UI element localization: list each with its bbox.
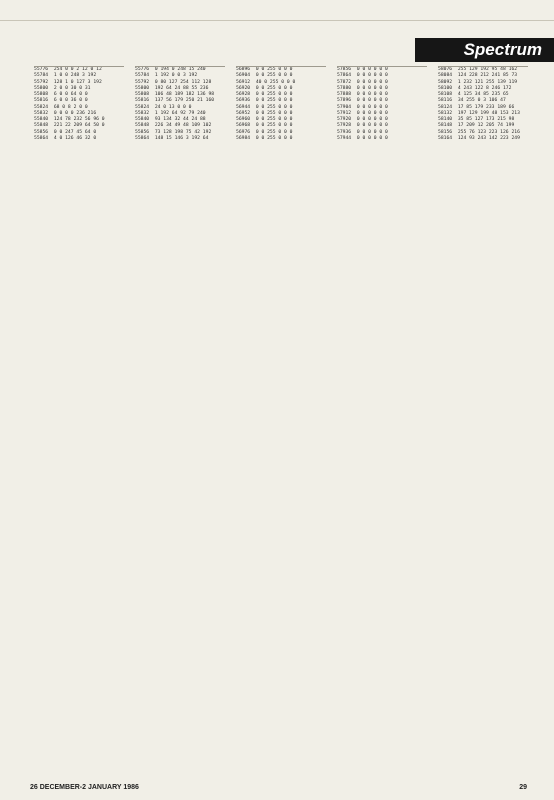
line-bytes: 93 134 32 44 24 88 — [152, 117, 206, 122]
listing-column-2 — [135, 66, 225, 780]
line-bytes: 0 0 255 0 0 0 — [253, 135, 293, 141]
line-address: 58132 — [438, 110, 453, 116]
line-bytes: 192 64 24 88 55 236 — [152, 85, 209, 91]
top-rule — [0, 20, 554, 21]
line-bytes: 4 125 34 85 235 65 — [455, 92, 509, 97]
line-bytes: 0 0 255 0 0 0 — [253, 129, 293, 135]
line-bytes: 148 15 146 3 192 64 — [152, 135, 209, 141]
line-bytes: 124 228 212 241 85 73 — [455, 73, 518, 79]
line-bytes: 0 0 255 0 0 0 — [253, 110, 293, 116]
line-bytes: 255 129 192 95 48 162 — [455, 67, 518, 72]
line-address: 55800 — [34, 85, 49, 91]
line-address: 56984 — [236, 135, 251, 141]
line-bytes: 40 0 255 0 0 0 — [253, 79, 296, 85]
line-bytes: 124 78 232 56 96 0 — [51, 117, 105, 122]
line-address: 56936 — [236, 98, 251, 104]
line-bytes: 73 128 198 75 42 192 — [152, 129, 212, 135]
line-bytes: 4 0 126 46 32 0 — [51, 135, 97, 141]
line-address: 57864 — [337, 73, 352, 79]
line-address: 56976 — [236, 129, 251, 135]
line-address: 56944 — [236, 104, 251, 110]
line-address: 55840 — [34, 117, 49, 122]
line-address: 55816 — [34, 98, 49, 104]
issue-date: 26 DECEMBER-2 JANUARY 1986 — [30, 784, 139, 791]
line-bytes: 34 255 0 3 106 47 — [455, 98, 506, 104]
listing-column-5 — [438, 66, 528, 780]
line-address: 56896 — [236, 67, 251, 72]
line-bytes: 1 192 0 0 3 192 — [152, 73, 198, 79]
line-address: 55824 — [135, 104, 150, 110]
line-address: 55864 — [135, 135, 150, 141]
line-address: 56920 — [236, 85, 251, 91]
line-address: 55848 — [34, 123, 49, 129]
line-bytes: 0 0 255 0 0 0 — [253, 98, 293, 104]
line-bytes: 255 76 123 223 126 216 — [455, 129, 520, 135]
line-address: 55856 — [34, 129, 49, 135]
line-address: 55816 — [135, 98, 150, 104]
line-address: 57856 — [337, 67, 352, 72]
line-bytes: 0 80 127 254 112 128 — [152, 79, 212, 85]
line-bytes: 17 85 179 233 189 66 — [455, 104, 515, 110]
line-address: 57936 — [337, 129, 352, 135]
line-address: 55824 — [34, 104, 49, 110]
line-address: 56960 — [236, 117, 251, 122]
line-address: 57928 — [337, 123, 352, 129]
line-bytes: 4 243 122 8 246 172 — [455, 85, 512, 91]
line-address: 57944 — [337, 135, 352, 141]
line-address: 55808 — [135, 92, 150, 97]
line-address: 56904 — [236, 73, 251, 79]
line-address: 55848 — [135, 123, 150, 129]
line-bytes: 0 0 0 0 0 0 — [354, 67, 388, 72]
line-address: 58116 — [438, 98, 453, 104]
line-bytes: 0 0 255 0 0 0 — [253, 123, 293, 129]
line-bytes: 0 0 255 0 0 0 — [253, 104, 293, 110]
line-bytes: 128 1 0 127 3 192 — [51, 79, 102, 85]
listing-line — [438, 136, 528, 142]
line-bytes: 0 194 0 248 15 240 — [152, 67, 206, 72]
line-address: 55776 — [135, 67, 150, 72]
line-address: 55832 — [135, 110, 150, 116]
line-bytes: 0 0 0 0 0 0 — [354, 79, 388, 85]
line-address: 55864 — [34, 135, 49, 141]
line-address: 58100 — [438, 85, 453, 91]
line-bytes: 226 34 49 48 109 102 — [152, 123, 212, 129]
line-bytes: 0 0 0 0 0 0 — [354, 129, 388, 135]
line-address: 57888 — [337, 92, 352, 97]
line-address: 55856 — [135, 129, 150, 135]
line-address: 56912 — [236, 79, 251, 85]
line-address: 55840 — [135, 117, 150, 122]
line-bytes: 137 56 179 250 21 160 — [152, 98, 215, 104]
line-address: 58124 — [438, 104, 453, 110]
line-address: 57912 — [337, 110, 352, 116]
line-bytes: 0 0 0 0 0 0 — [354, 73, 388, 79]
line-address: 58108 — [438, 92, 453, 97]
line-bytes: 0 0 0 0 0 0 — [354, 85, 388, 91]
line-bytes: 0 0 247 45 64 0 — [51, 129, 97, 135]
line-bytes: 6 0 0 64 0 0 — [51, 92, 88, 97]
line-address: 56968 — [236, 123, 251, 129]
line-address: 55776 — [34, 67, 49, 72]
line-bytes: 106 48 189 182 136 98 — [152, 92, 215, 97]
listing-line — [135, 136, 225, 142]
line-address: 57904 — [337, 104, 352, 110]
line-bytes: 1 192 64 92 79 240 — [152, 110, 206, 116]
line-bytes: 0 0 0 0 0 0 — [354, 92, 388, 97]
line-address: 55808 — [34, 92, 49, 97]
line-address: 58084 — [438, 73, 453, 79]
line-bytes: 0 0 0 0 0 0 — [354, 123, 388, 129]
page-number: 29 — [519, 784, 527, 791]
listing-line — [337, 136, 427, 142]
line-bytes: 254 0 0 2 12 0 12 — [51, 67, 102, 72]
line-address: 55784 — [34, 73, 49, 79]
line-bytes: 0 0 0 0 0 0 — [354, 117, 388, 122]
line-bytes: 0 0 0 0 0 0 — [354, 135, 388, 141]
line-bytes: 2 0 0 30 0 31 — [51, 85, 91, 91]
line-address: 57896 — [337, 98, 352, 104]
listing-line — [236, 136, 326, 142]
line-bytes: 68 0 8 2 0 0 — [51, 104, 88, 110]
line-address: 58156 — [438, 129, 453, 135]
line-bytes: 0 0 255 0 0 0 — [253, 92, 293, 97]
line-address: 56928 — [236, 92, 251, 97]
line-bytes: 0 0 0 0 0 0 — [354, 104, 388, 110]
line-address: 55792 — [34, 79, 49, 85]
line-address: 55784 — [135, 73, 150, 79]
line-bytes: 35 85 127 173 215 98 — [455, 117, 515, 122]
line-address: 55800 — [135, 85, 150, 91]
line-address: 57880 — [337, 85, 352, 91]
line-address: 55832 — [34, 110, 49, 116]
line-bytes: 0 0 0 0 236 216 — [51, 110, 97, 116]
line-address: 58164 — [438, 135, 453, 141]
line-address: 58140 — [438, 117, 453, 122]
line-bytes: 1 232 121 255 139 119 — [455, 79, 518, 85]
line-bytes: 17 209 12 205 74 199 — [455, 123, 515, 129]
line-address: 57920 — [337, 117, 352, 122]
listing-column-3 — [236, 66, 326, 780]
line-bytes: 0 0 255 0 0 0 — [253, 117, 293, 122]
line-bytes: 0 0 255 0 0 0 — [253, 85, 293, 91]
line-bytes: 0 0 255 0 0 0 — [253, 73, 293, 79]
line-address: 56952 — [236, 110, 251, 116]
listing-column-1 — [34, 66, 124, 780]
line-address: 58076 — [438, 67, 453, 72]
line-bytes: 0 0 0 0 0 0 — [354, 110, 388, 116]
listing-column-4 — [337, 66, 427, 780]
line-address: 58092 — [438, 79, 453, 85]
section-tab: Spectrum — [415, 38, 554, 62]
line-bytes: 1 0 0 248 3 192 — [51, 73, 97, 79]
line-address: 57872 — [337, 79, 352, 85]
line-bytes: 0 0 255 0 0 0 — [253, 67, 293, 72]
listing-line — [34, 136, 124, 142]
line-address: 58148 — [438, 123, 453, 129]
listing-page — [34, 66, 528, 780]
line-bytes: 124 93 243 142 223 249 — [455, 135, 520, 141]
line-bytes: 197 129 199 48 153 213 — [455, 110, 520, 116]
line-bytes: 6 0 0 36 0 0 — [51, 98, 88, 104]
line-bytes: 24 0 13 0 0 0 — [152, 104, 192, 110]
line-address: 55792 — [135, 79, 150, 85]
line-bytes: 221 22 209 64 50 0 — [51, 123, 105, 129]
line-bytes: 0 0 0 0 0 0 — [354, 98, 388, 104]
